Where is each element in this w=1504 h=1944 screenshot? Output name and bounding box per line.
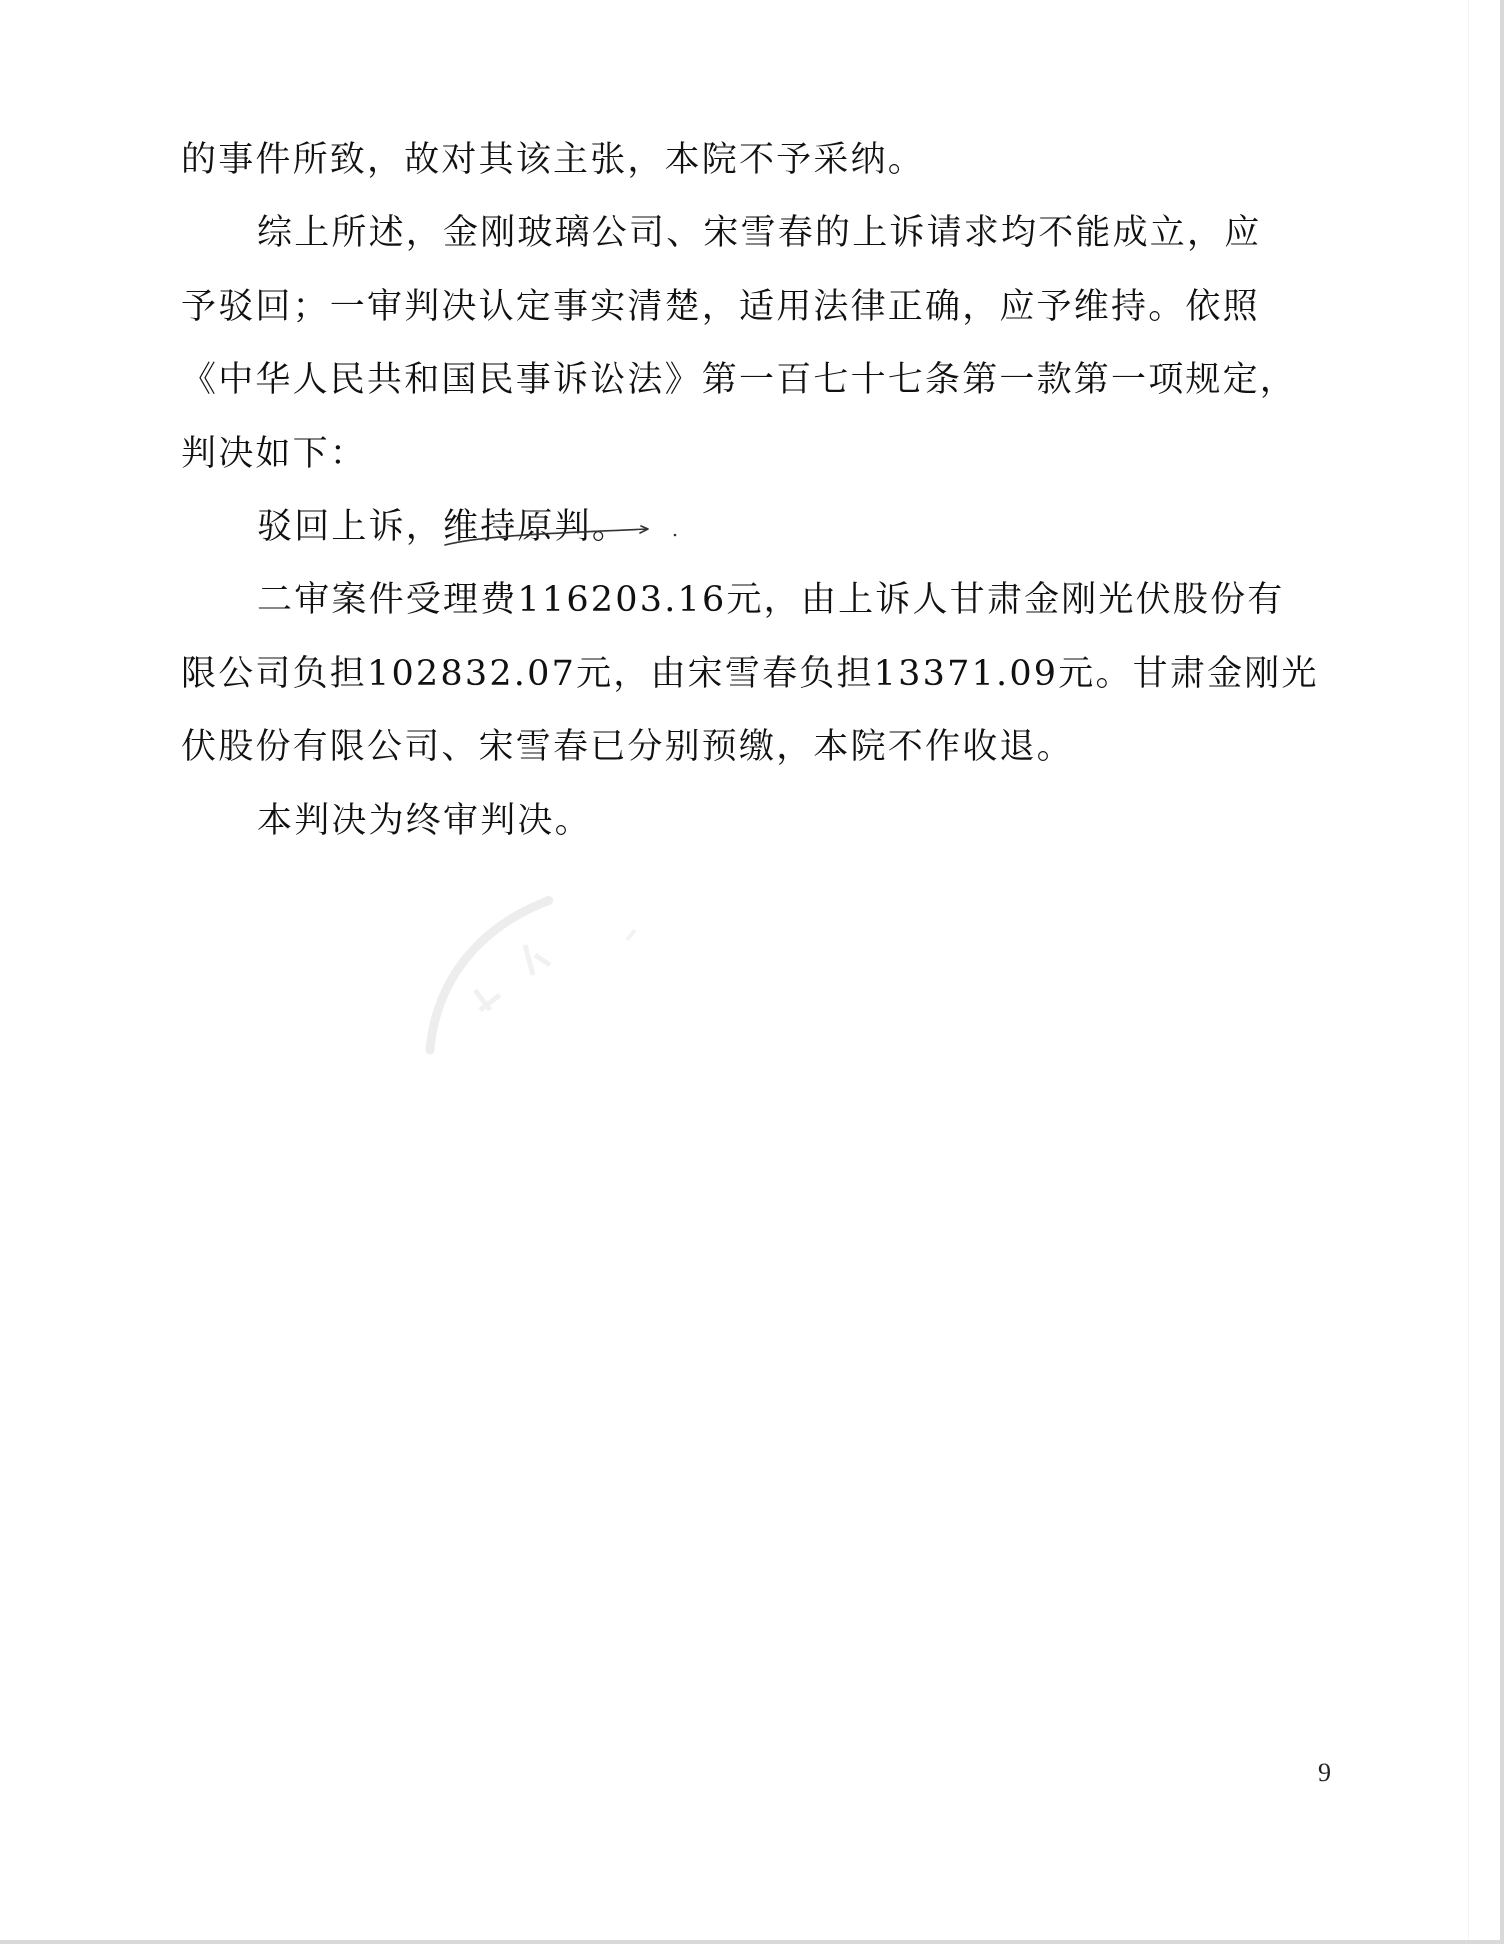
page-number: 9 [1318,1758,1331,1787]
page-edge-bottom [0,1940,1504,1944]
verdict-line [181,503,1281,576]
fees-line-3: 伏股份有限公司、宋雪春已分别预缴，本院不作收退。 [181,727,1074,768]
judgment-body [181,136,1319,870]
verdict-prefix: 驳回上诉， [257,506,444,547]
handwritten-underline-icon [443,525,683,555]
summary-line-4: 判决如下： [181,433,368,474]
summary-line-2: 予驳回；一审判决认定事实清楚，适用法律正确，应予维持。依照 [181,286,1260,327]
scan-artifact-line [1468,0,1469,1940]
verdict-underlined [443,503,629,551]
paragraph-continuation-line: 的事件所致，故对其该主张，本院不予采纳。 [181,140,926,180]
fees-line-1: 二审案件受理费116203.16元，由上诉人甘肃金刚光伏股份有 [257,580,1285,621]
page-edge-right [1500,0,1504,1944]
final-judgment-line: 本判决为终审判决。 [257,800,592,841]
verdict-underlined-text: 维持原判。 [443,506,630,547]
summary-line-3: 《中华人民共和国民事诉讼法》第一百七十七条第一款第一项规定， [181,360,1298,401]
summary-line-1: 综上所述，金刚玻璃公司、宋雪春的上诉请求均不能成立，应 [257,213,1262,254]
faded-seal-icon [410,870,670,1070]
fees-line-2: 限公司负担102832.07元，由宋雪春负担13371.09元。甘肃金刚光 [181,653,1319,694]
